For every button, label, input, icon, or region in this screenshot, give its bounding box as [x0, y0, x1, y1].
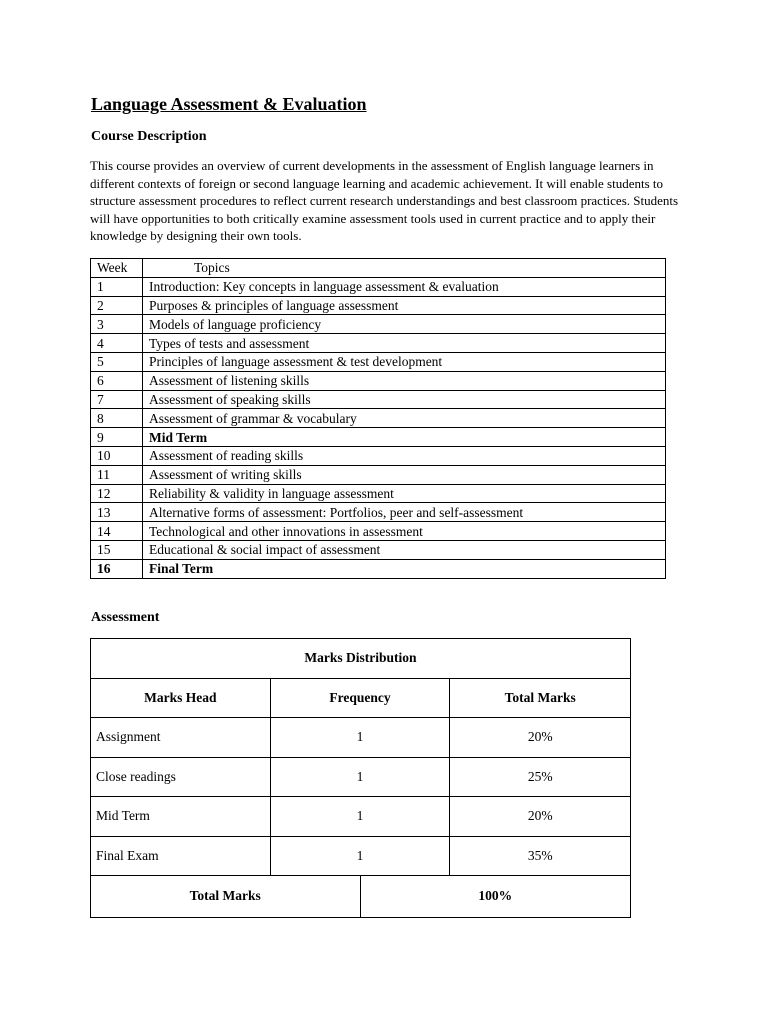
table-row — [91, 390, 666, 409]
table-row — [91, 503, 666, 522]
marks-head-cell: Close readings — [91, 757, 271, 797]
table-row — [91, 315, 666, 334]
week-topic: Models of language proficiency — [143, 315, 666, 334]
table-row — [91, 465, 666, 484]
marks-head-cell: Assignment — [91, 718, 271, 758]
week-column-header: Week — [91, 259, 143, 278]
table-row — [91, 718, 631, 758]
week-topic: Types of tests and assessment — [143, 334, 666, 353]
table-row — [91, 428, 666, 447]
weekly-topics-table — [90, 258, 666, 579]
week-number: 5 — [91, 352, 143, 371]
table-header-row — [91, 259, 666, 278]
marks-distribution-table — [90, 638, 631, 876]
table-row — [91, 836, 631, 876]
marks-distribution-caption: Marks Distribution — [91, 639, 631, 679]
week-number: 8 — [91, 409, 143, 428]
week-number: 10 — [91, 446, 143, 465]
week-number: 15 — [91, 540, 143, 559]
week-number: 6 — [91, 371, 143, 390]
table-row — [91, 277, 666, 296]
frequency-cell: 1 — [270, 797, 450, 837]
table-row — [91, 797, 631, 837]
week-topic: Assessment of listening skills — [143, 371, 666, 390]
week-topic: Assessment of reading skills — [143, 446, 666, 465]
table-row — [91, 296, 666, 315]
table-row — [91, 559, 666, 578]
table-row — [91, 352, 666, 371]
marks-head-cell: Mid Term — [91, 797, 271, 837]
table-row — [91, 484, 666, 503]
course-description-text: This course provides an overview of current developments in the assessment of English language learners in different contexts of foreign or second language learning and academic achievement. It will enable students to structure assessment procedures to reflect current research understandings and best classroom practices. Students will have opportunities to both critically examine assessment tools used in current practice and to apply their knowledge by designing their own tools. — [90, 158, 679, 243]
frequency-cell: 1 — [270, 757, 450, 797]
table-row — [91, 540, 666, 559]
table-row — [91, 371, 666, 390]
total-marks-table — [90, 875, 631, 918]
week-topic: Assessment of speaking skills — [143, 390, 666, 409]
table-row — [91, 334, 666, 353]
week-topic: Final Term — [143, 559, 666, 578]
frequency-cell: 1 — [270, 836, 450, 876]
week-number: 1 — [91, 277, 143, 296]
week-number: 7 — [91, 390, 143, 409]
assessment-heading: Assessment — [91, 610, 160, 625]
marks-cell: 35% — [450, 836, 631, 876]
total-marks-column-header: Total Marks — [450, 678, 631, 718]
week-topic: Technological and other innovations in assessment — [143, 522, 666, 541]
table-row — [91, 522, 666, 541]
marks-cell: 20% — [450, 797, 631, 837]
total-row — [91, 876, 631, 918]
course-description-heading: Course Description — [91, 129, 207, 144]
week-number: 13 — [91, 503, 143, 522]
week-topic: Assessment of writing skills — [143, 465, 666, 484]
week-topic: Alternative forms of assessment: Portfolios, peer and self-assessment — [143, 503, 666, 522]
week-number: 14 — [91, 522, 143, 541]
week-number: 3 — [91, 315, 143, 334]
week-topic: Introduction: Key concepts in language assessment & evaluation — [143, 277, 666, 296]
table-row — [91, 757, 631, 797]
week-topic: Principles of language assessment & test development — [143, 352, 666, 371]
marks-cell: 20% — [450, 718, 631, 758]
total-marks-value: 100% — [360, 876, 631, 918]
frequency-cell: 1 — [270, 718, 450, 758]
marks-head-column-header: Marks Head — [91, 678, 271, 718]
table-caption-row — [91, 639, 631, 679]
week-topic: Purposes & principles of language assessment — [143, 296, 666, 315]
week-topic: Assessment of grammar & vocabulary — [143, 409, 666, 428]
table-header-row — [91, 678, 631, 718]
marks-head-cell: Final Exam — [91, 836, 271, 876]
topics-column-header: Topics — [143, 259, 666, 278]
week-number: 4 — [91, 334, 143, 353]
week-topic: Educational & social impact of assessment — [143, 540, 666, 559]
frequency-column-header: Frequency — [270, 678, 450, 718]
table-row — [91, 446, 666, 465]
week-number: 16 — [91, 559, 143, 578]
marks-cell: 25% — [450, 757, 631, 797]
week-topic: Mid Term — [143, 428, 666, 447]
week-topic: Reliability & validity in language assessment — [143, 484, 666, 503]
document-title: Language Assessment & Evaluation — [91, 94, 367, 114]
total-marks-label: Total Marks — [91, 876, 361, 918]
table-row — [91, 409, 666, 428]
week-number: 11 — [91, 465, 143, 484]
week-number: 12 — [91, 484, 143, 503]
week-number: 9 — [91, 428, 143, 447]
week-number: 2 — [91, 296, 143, 315]
